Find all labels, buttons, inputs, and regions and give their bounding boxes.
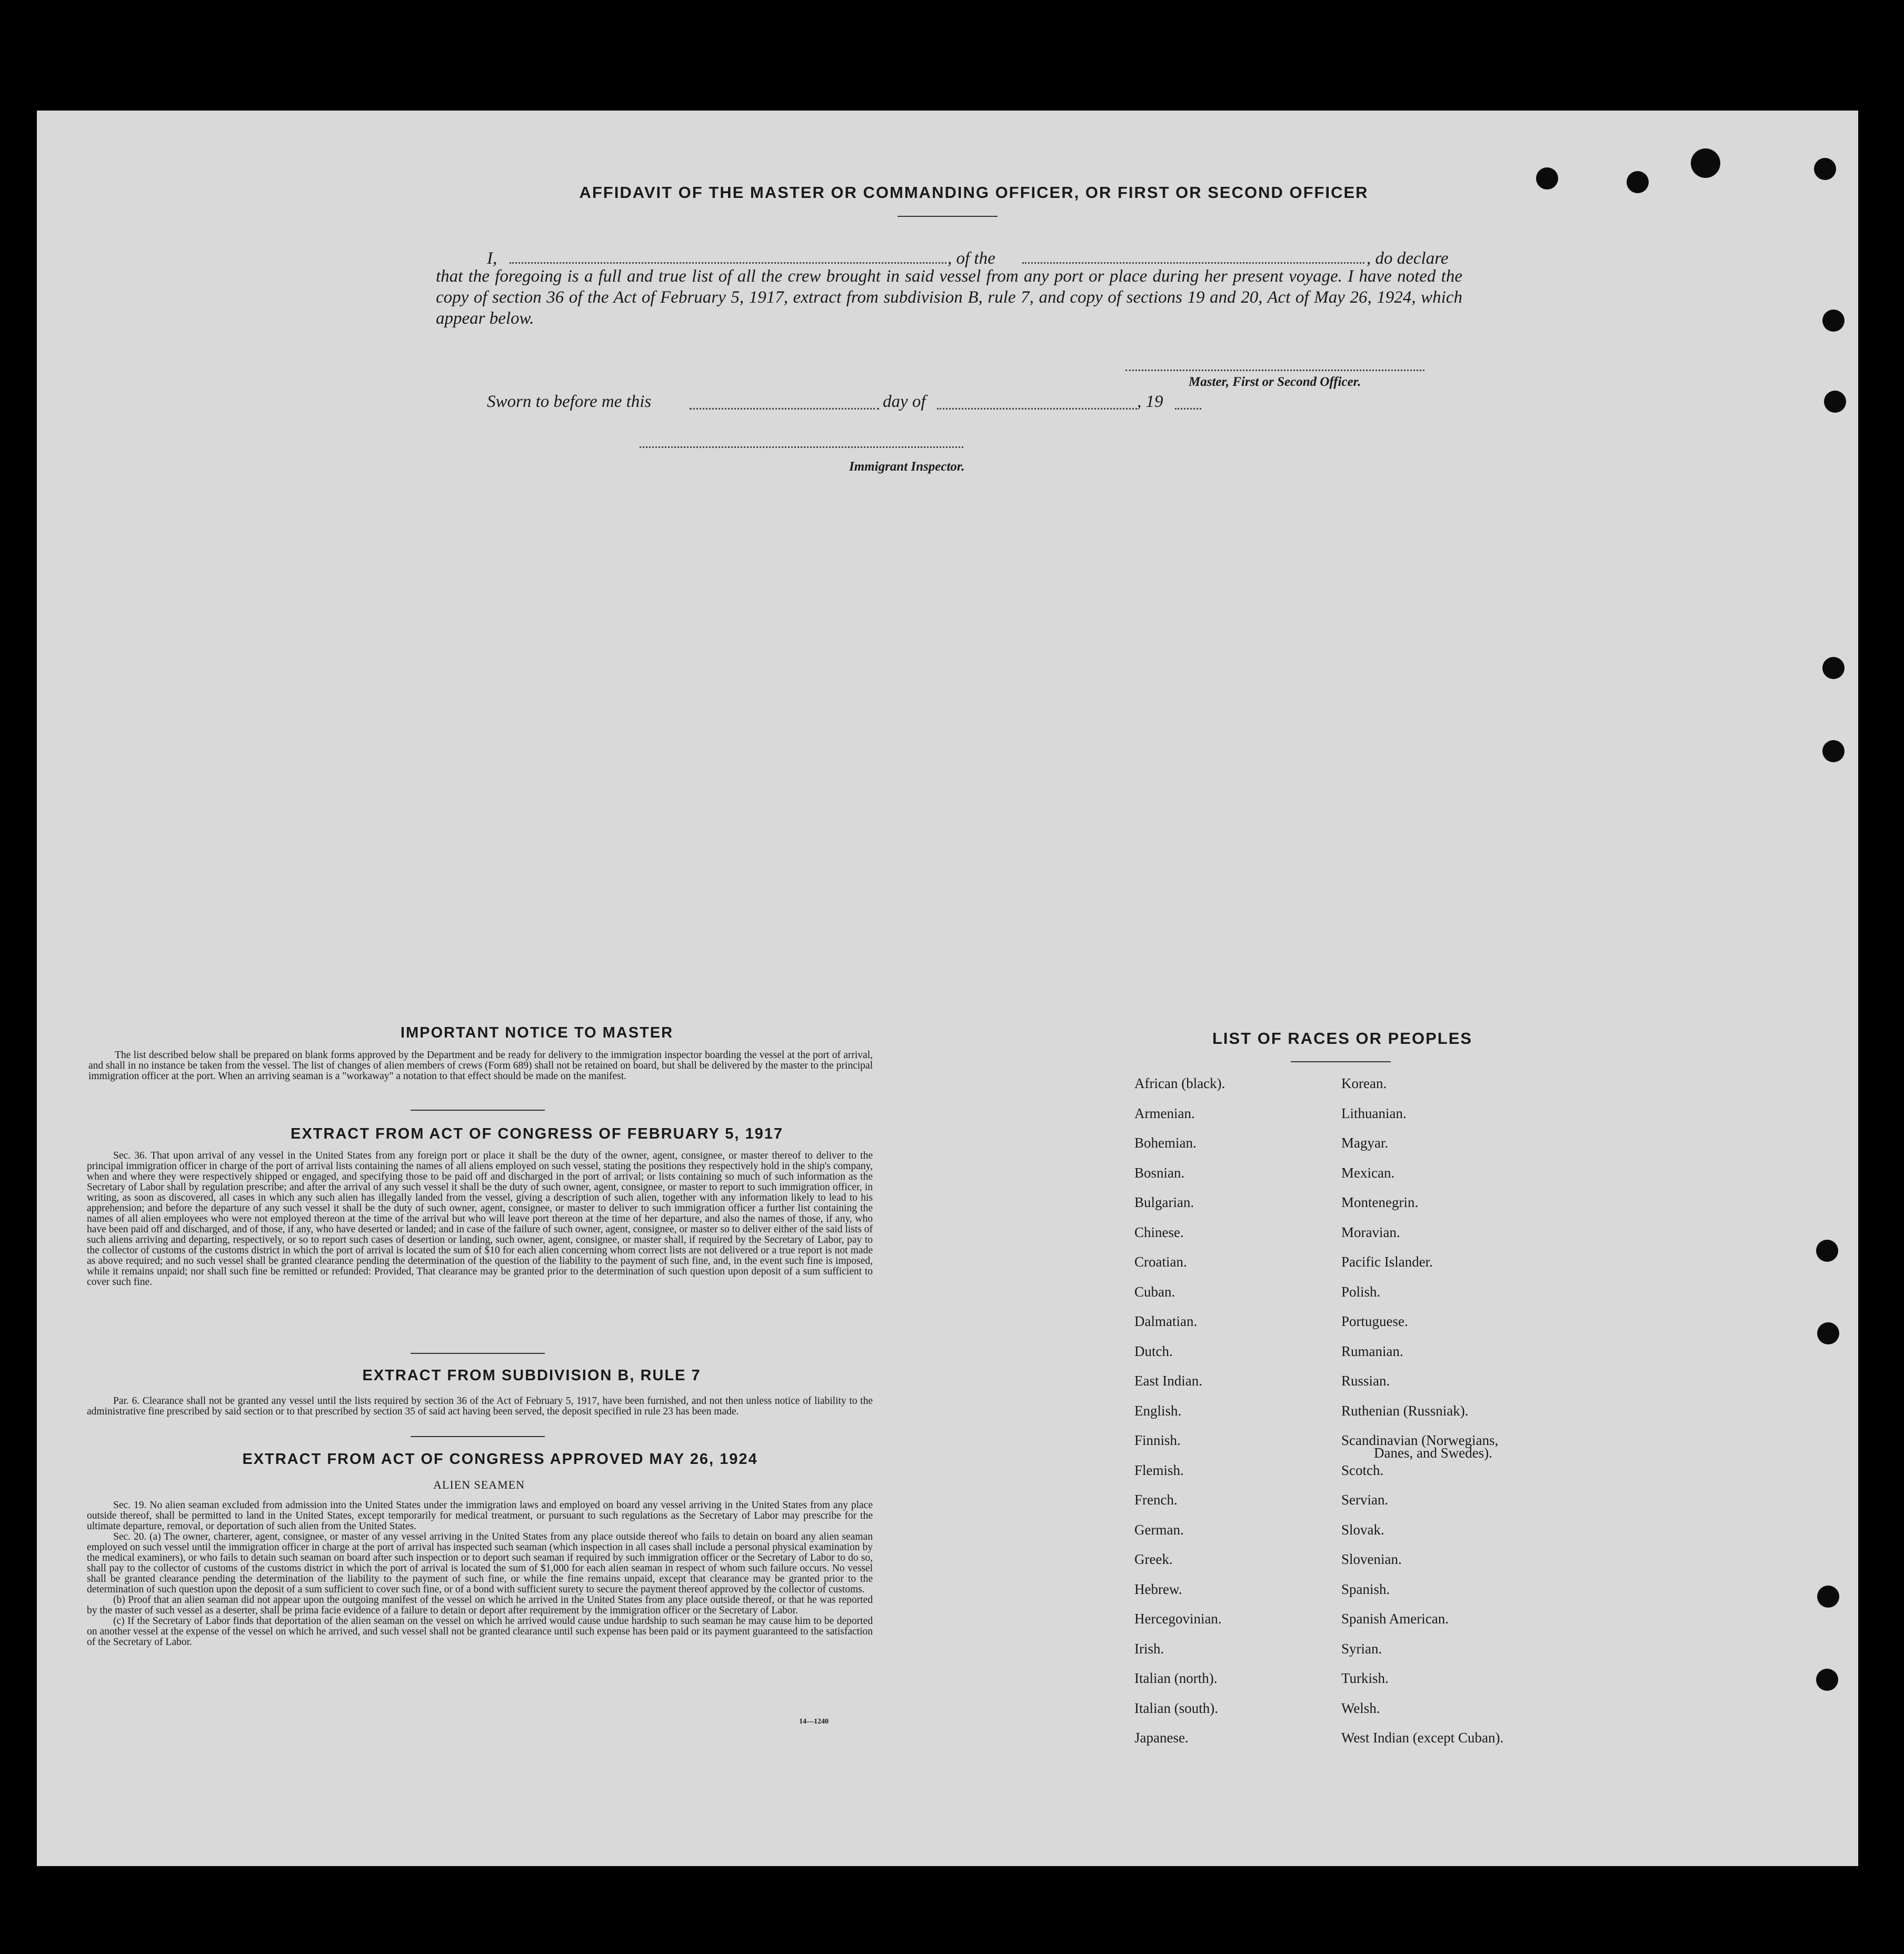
race-item-left: Irish. [1134,1640,1164,1657]
race-item-right: West Indian (except Cuban). [1341,1730,1504,1746]
affidavit-do-declare: , do declare [1367,249,1449,268]
race-item-left: German. [1134,1521,1184,1538]
punch-hole [1817,1322,1839,1344]
rule-7-title: EXTRACT FROM SUBDIVISION B, RULE 7 [362,1367,701,1384]
race-item-right: Welsh. [1341,1700,1380,1716]
race-item-right: Lithuanian. [1341,1105,1407,1121]
master-signature-blank[interactable] [1125,370,1424,371]
sworn-prefix: Sworn to before me this [487,392,652,411]
extract-1924-title: EXTRACT FROM ACT OF CONGRESS APPROVED MAY 26, 1924 [242,1451,758,1468]
race-item-right: Pacific Islander. [1341,1254,1433,1270]
sworn-day-blank[interactable] [690,408,879,410]
name-blank[interactable] [510,262,946,264]
races-title: LIST OF RACES OR PEOPLES [1212,1029,1473,1048]
sworn-year: , 19 [1137,392,1163,411]
race-item-left: East Indian. [1134,1373,1202,1389]
race-item-left: Italian (south). [1134,1700,1218,1716]
race-item-right: Scandinavian (Norwegians, [1341,1432,1499,1448]
race-item-left: Armenian. [1134,1105,1195,1121]
extract-1917-rule [411,1353,545,1354]
alien-seamen-subtitle: ALIEN SEAMEN [433,1478,525,1491]
notice-text [88,1050,873,1082]
race-item-right: Syrian. [1341,1640,1382,1657]
race-item-right: Russian. [1341,1373,1390,1389]
race-item-right: Mexican. [1341,1164,1395,1181]
races-rule [1291,1061,1391,1062]
race-item-left: Croatian. [1134,1254,1187,1270]
race-item-right: Slovak. [1341,1521,1384,1538]
punch-hole [1822,657,1845,679]
punch-hole [1814,158,1836,180]
race-item-right-continuation: Danes, and Swedes). [1374,1445,1492,1461]
race-item-left: Dutch. [1134,1343,1173,1359]
race-item-left: Dalmatian. [1134,1313,1198,1329]
vessel-blank[interactable] [1022,262,1364,264]
notice-paragraph: The list described below shall be prepared on blank forms approved by the Department and be ready for delivery to the immigration inspector boarding the vessel at the port of arrival, and shall in no instance be taken from the vessel. The list of changes of alien members of crews (Form 689) shall not be retained on board, but shall be delivered by the master to the principal immigration officer at the port. When an arriving seaman is a "workaway" a notation to that effect should be made on the manifest. [88,1050,873,1082]
extract-1924-text [87,1500,873,1648]
race-item-left: Japanese. [1134,1730,1189,1746]
form-number: 14—1240 [799,1718,829,1726]
affidavit-title: AFFIDAVIT OF THE MASTER OR COMMANDING OFFICER, OR FIRST OR SECOND OFFICER [579,183,1369,202]
race-item-right: Moravian. [1341,1224,1400,1240]
race-item-left: Chinese. [1134,1224,1184,1240]
race-item-right: Servian. [1341,1492,1389,1508]
race-item-left: Greek. [1134,1551,1173,1567]
sec-36-paragraph: Sec. 36. That upon arrival of any vessel in the United States from any foreign port or place it shall be the duty of the owner, agent, consignee, or master thereof to deliver to the principal immigration officer in charge of the port of arrival lists containing the names of all aliens employed on such vessel, stating the positions they respectively hold in the ship's company, when and where they were respectively shipped or engaged, and specifying those to be paid off and discharged in the port of arrival; or lists containing so much of such information as the Secretary of Labor shall by regulation prescribe; and after the arrival of any such vessel it shall be the duty of such owner, agent, consignee, or master to report to such immigration officer, in writing, as soon as discovered, all cases in which any such alien has illegally landed from the vessel, giving a description of such alien, together with any information likely to lead to his apprehension; and before the departure of any such vessel it shall be the duty of such owner, agent, consignee, or master to deliver to such immigration officer a further list containing the names of all alien employees who were not employed thereon at the time of the arrival but who will leave port thereon at the time of her departure, and also the names of those, if any, who have been paid off and discharged, and of those, if any, who have deserted or landed; and in case of the failure of such owner, agent, consignee, or master so to deliver either of the said lists of such aliens arriving and departing, respectively, or so to report such cases of desertion or landing, such owner, agent, consignee, or master shall, if required by the Secretary of Labor, pay to the collector of customs of the customs district in which the port of arrival is located the sum of $10 for each alien concerning whom correct lists are not delivered or a true report is not made as above required; and no such vessel shall be granted clearance pending the determination of the question of the liability to the payment of such fine, and, in the event such fine is imposed, while it remains unpaid; nor shall such fine be remitted or refunded: Provided, That clearance may be granted prior to the determination of such question upon deposit of a sum sufficient to cover such fine. [87,1150,873,1288]
notice-title: IMPORTANT NOTICE TO MASTER [400,1024,674,1041]
inspector-label: Immigrant Inspector. [849,460,965,474]
race-item-right: Ruthenian (Russniak). [1341,1402,1469,1419]
punch-hole [1822,310,1845,332]
punch-hole [1817,1586,1839,1608]
affidavit-paragraph: that the foregoing is a full and true list of all the crew brought in said vessel from any port or place during her present voyage. I have noted the copy of section 36 of the Act of February 5, 1917, extract from subdivision B, rule 7, and copy of sections 19 and 20, Act of May 26, 1924, which appear below. [436,267,1462,328]
race-item-left: French. [1134,1492,1178,1508]
race-item-right: Polish. [1341,1283,1381,1300]
sec-19-paragraph: Sec. 19. No alien seaman excluded from admission into the United States under the immigration laws and employed on board any vessel arriving in the United States from any place outside thereof, shall be permitted to land in the United States, except temporarily for medical treatment, or pursuant to such regulations as the Secretary of Labor may prescribe for the ultimate departure, removal, or deportation of such alien from the United States. [87,1500,873,1532]
sec-20b-paragraph: (b) Proof that an alien seaman did not appear upon the outgoing manifest of the vessel on which he arrived in the United States from any place outside thereof, or that he was reported by the master of such vessel as a deserter, shall be prima facie evidence of a failure to detain or deport after requirement by the immigration officer or the Secretary of Labor. [87,1594,873,1616]
sworn-day-of: day of [883,392,926,411]
race-item-right: Magyar. [1341,1135,1389,1151]
race-item-left: Italian (north). [1134,1670,1218,1686]
rule-7-rule [411,1436,545,1437]
par-6-paragraph: Par. 6. Clearance shall not be granted any vessel until the lists required by section 36 of the Act of February 5, 1917, have been furnished, and not then unless notice of liability to the administrative fine prescribed by said section or to that prescribed by section 35 of said act having been served, the deposit specified in rule 23 has been made. [87,1395,873,1417]
master-label: Master, First or Second Officer. [1189,375,1361,389]
race-item-left: African (black). [1134,1075,1225,1091]
race-item-right: Korean. [1341,1075,1387,1091]
punch-hole [1691,148,1720,178]
race-item-left: Cuban. [1134,1283,1175,1300]
punch-hole [1627,171,1649,193]
punch-hole [1536,167,1558,190]
notice-rule [411,1110,545,1111]
race-item-left: Flemish. [1134,1462,1184,1478]
title-rule [898,216,998,217]
rule-7-text [87,1396,873,1417]
race-item-left: Hercegovinian. [1134,1611,1222,1627]
punch-hole [1824,391,1846,413]
race-item-left: Finnish. [1134,1432,1181,1448]
race-item-right: Scotch. [1341,1462,1384,1478]
race-item-right: Turkish. [1341,1670,1389,1686]
race-item-left: Bohemian. [1134,1135,1197,1151]
punch-hole [1816,1240,1838,1262]
race-item-right: Montenegrin. [1341,1194,1419,1210]
affidavit-of-the: , of the [948,249,995,268]
race-item-right: Rumanian. [1341,1343,1403,1359]
punch-hole [1822,740,1845,762]
affidavit-i: I, [487,249,497,268]
race-item-left: Bulgarian. [1134,1194,1194,1210]
inspector-signature-blank[interactable] [640,446,963,448]
sworn-month-blank[interactable] [937,408,1137,410]
punch-hole [1816,1669,1838,1691]
race-item-left: Hebrew. [1134,1581,1182,1597]
race-item-left: English. [1134,1402,1182,1419]
sec-20a-paragraph: Sec. 20. (a) The owner, charterer, agent, consignee, or master of any vessel arriving in the United States from any place outside thereof who fails to detain on board any alien seaman employed on such vessel until the immigration officer in charge at the port of arrival has inspected such seaman (which inspection in all cases shall include a personal physical examination by the medical examiners), or who fails to detain such seaman on board after such inspection or to deport such seaman if required by such immigration officer or the Secretary of Labor to do so, shall pay to the collector of customs of the customs district in which the port of arrival is located the sum of $1,000 for each alien seaman in respect of whom such failure occurs. No vessel shall be granted clearance pending the determination of the liability to the payment of such fine, or while the fine remains unpaid, except that clearance may be granted prior to the determination of such question upon the deposit of a sum sufficient to cover such fine, or of a bond with sufficient surety to secure the payment thereof approved by the collector of customs. [87,1531,873,1595]
sec-20c-paragraph: (c) If the Secretary of Labor finds that deportation of the alien seaman on the vessel on which he arrived would cause undue hardship to such seaman he may cause him to be deported on another vessel at the expense of the vessel on which he arrived, and such vessel shall not be granted clearance until such expense has been paid or its payment guaranteed to the satisfaction of the Secretary of Labor. [87,1616,873,1648]
race-item-left: Bosnian. [1134,1164,1185,1181]
extract-1917-title: EXTRACT FROM ACT OF CONGRESS OF FEBRUARY 5, 1917 [290,1125,784,1142]
extract-1917-text [87,1151,873,1288]
race-item-right: Spanish. [1341,1581,1390,1597]
race-item-right: Spanish American. [1341,1611,1449,1627]
race-item-right: Slovenian. [1341,1551,1402,1567]
sworn-year-blank[interactable] [1175,408,1201,410]
race-item-right: Portuguese. [1341,1313,1408,1329]
